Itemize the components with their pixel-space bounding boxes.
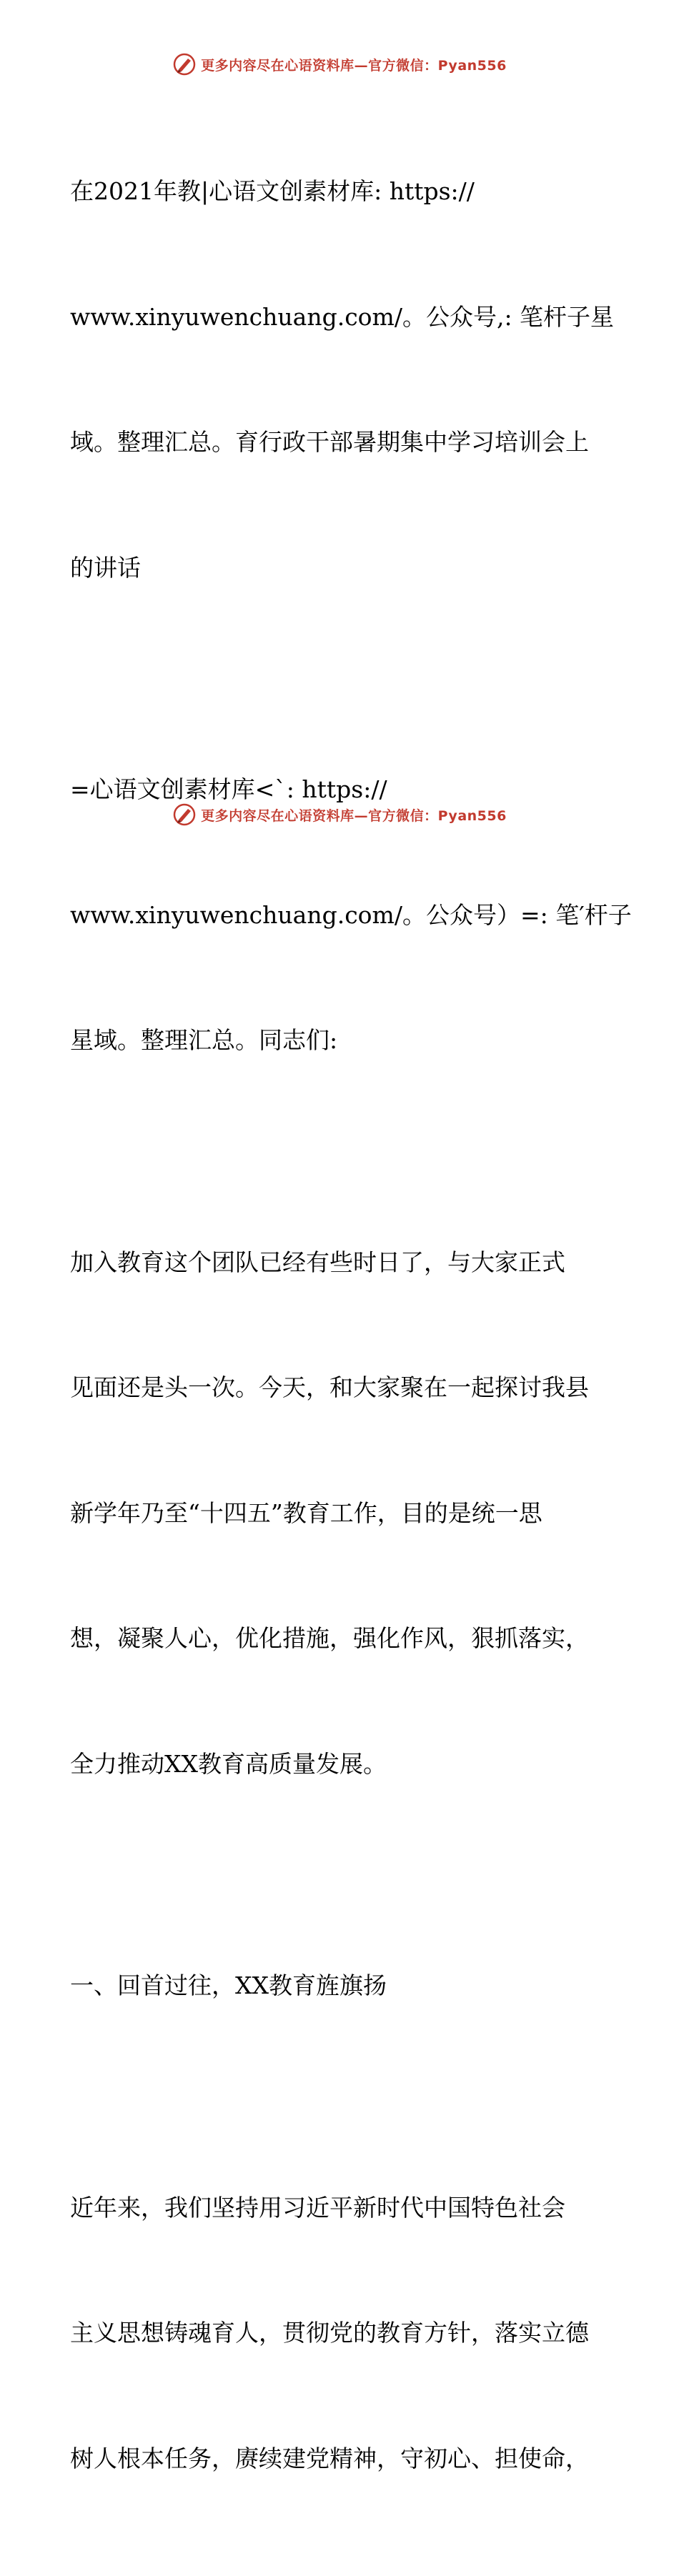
text-line: 全力推动XX教育高质量发展。: [70, 1749, 387, 1778]
text-line: 近年来，我们坚持用习近平新时代中国特色社会: [70, 2193, 565, 2222]
text-line: 主义思想铸魂育人，贯彻党的教育方针，落实立德: [70, 2319, 589, 2347]
pen-logo-icon: [172, 52, 197, 76]
heading-line: 一、回首过往，XX教育旌旗扬: [70, 1971, 387, 1999]
header-banner-inner: [172, 52, 507, 76]
footer-banner: [0, 800, 679, 829]
paragraph-5: [70, 2104, 613, 2564]
text-line: 树人根本任务，赓续建党精神，守初心、担使命，: [70, 2444, 589, 2472]
text-line: =心语文创素材库<`: https://: [70, 775, 387, 803]
text-line: www.xinyuwenchuang.com/。公众号,: 笔杆子星: [70, 302, 615, 331]
pen-logo-icon: [172, 802, 197, 827]
header-banner-text: 更多内容尽在心语资料库—官方微信：Pyan556: [201, 57, 507, 74]
text-line: 的讲话: [70, 553, 141, 582]
text-line: 星域。整理汇总。同志们:: [70, 1026, 338, 1054]
footer-banner-inner: [172, 802, 507, 827]
text-line: 想，凝聚人心，优化措施，强化作风，狠抓落实，: [70, 1624, 589, 1652]
header-banner: [0, 50, 679, 79]
document-body: [70, 87, 632, 2576]
text-line: 在2021年教|心语文创素材库: https://: [70, 177, 475, 205]
paragraph-1: [70, 87, 613, 672]
text-line: 见面还是头一次。今天，和大家聚在一起探讨我县: [70, 1373, 589, 1401]
section-heading: [70, 1881, 613, 2091]
text-line: 加入教育这个团队已经有些时日了，与大家正式: [70, 1248, 565, 1276]
text-line: 域。整理汇总。育行政干部暑期集中学习培训会上: [70, 428, 589, 456]
text-line: www.xinyuwenchuang.com/。公众号）=: 笔′杆子: [70, 900, 632, 929]
text-line: 新学年乃至“十四五”教育工作，目的是统一思: [70, 1498, 542, 1527]
footer-banner-text: 更多内容尽在心语资料库—官方微信：Pyan556: [201, 807, 507, 824]
paragraph-3: [70, 1158, 613, 1869]
paragraph-2: [70, 685, 632, 1145]
